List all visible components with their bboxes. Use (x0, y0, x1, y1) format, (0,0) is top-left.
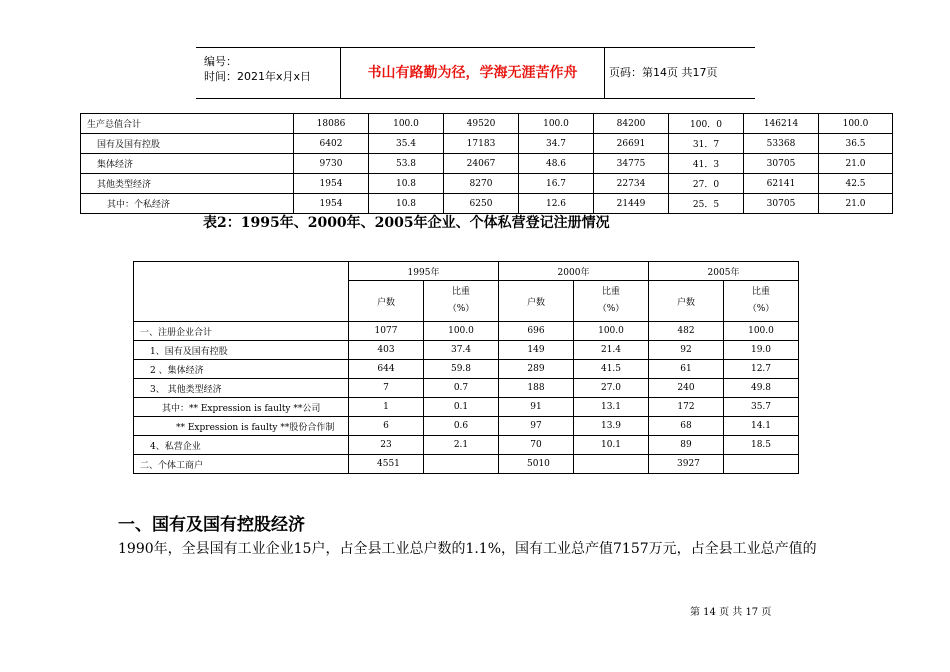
table-cell: 9730 (294, 154, 369, 174)
table-cell: 49520 (444, 114, 519, 134)
output-table (80, 113, 893, 214)
row-label: 生产总值合计 (81, 114, 294, 134)
table-cell: 188 (499, 379, 574, 398)
share-header (424, 281, 499, 322)
table-cell: 0.7 (424, 379, 499, 398)
table-cell: 25．5 (669, 194, 744, 214)
row-label: 1、国有及国有控股 (134, 341, 349, 360)
corner-cell (134, 262, 349, 322)
table-cell: 6402 (294, 134, 369, 154)
count-header: 户数 (499, 281, 574, 322)
section-paragraph: 1990年，全县国有工业企业15户，占全县工业总户数的1.1%，国有工业总产值7157万元，占全县工业总产值的 (118, 541, 817, 557)
time-label: 时间：2021年x月x日 (204, 70, 312, 83)
table-cell: 0.1 (424, 398, 499, 417)
table-cell: 5010 (499, 455, 574, 474)
row-label: 一、注册企业合计 (134, 322, 349, 341)
table-cell: 1 (349, 398, 424, 417)
table-cell: 30705 (744, 194, 819, 214)
table-cell: 1954 (294, 194, 369, 214)
table-row (134, 379, 799, 398)
table-cell: 41.5 (574, 360, 649, 379)
table-cell: 21.0 (819, 194, 893, 214)
table-cell: 403 (349, 341, 424, 360)
table-cell: 31．7 (669, 134, 744, 154)
table-cell: 22734 (594, 174, 669, 194)
table-cell: 4551 (349, 455, 424, 474)
table-cell: 100.0 (724, 322, 799, 341)
table-cell: 100.0 (424, 322, 499, 341)
table-cell: 49.8 (724, 379, 799, 398)
table-row (134, 341, 799, 360)
header-meta (196, 48, 341, 98)
table-cell: 289 (499, 360, 574, 379)
table-cell: 0.6 (424, 417, 499, 436)
table-cell: 10.8 (369, 194, 444, 214)
table-cell: 61 (649, 360, 724, 379)
table-row (81, 194, 893, 214)
share-label: 比重 (751, 287, 770, 297)
table-cell: 34775 (594, 154, 669, 174)
table-cell: 41．3 (669, 154, 744, 174)
table-cell: 53.8 (369, 154, 444, 174)
row-label: 其中：** Expression is faulty **公司 (134, 398, 349, 417)
table-cell: 34.7 (519, 134, 594, 154)
table-cell: 149 (499, 341, 574, 360)
table-cell: 6 (349, 417, 424, 436)
table-cell: 91 (499, 398, 574, 417)
table-row (81, 174, 893, 194)
row-label: 国有及国有控股 (81, 134, 294, 154)
table-cell: 100．0 (669, 114, 744, 134)
table-cell: 10.1 (574, 436, 649, 455)
table-cell: 59.8 (424, 360, 499, 379)
table-cell: 42.5 (819, 174, 893, 194)
share-unit: （%） (447, 304, 475, 314)
row-label: 4、私营企业 (134, 436, 349, 455)
table-cell: 3927 (649, 455, 724, 474)
table2-caption: 表2：1995年、2000年、2005年企业、个体私营登记注册情况 (203, 215, 610, 231)
page-footer: 第 14 页 共 17 页 (690, 607, 772, 618)
table-cell: 7 (349, 379, 424, 398)
row-label: 其他类型经济 (81, 174, 294, 194)
table-cell: 26691 (594, 134, 669, 154)
table-cell: 36.5 (819, 134, 893, 154)
table-cell: 19.0 (724, 341, 799, 360)
table-cell: 100.0 (819, 114, 893, 134)
table-cell: 100.0 (369, 114, 444, 134)
table-cell: 696 (499, 322, 574, 341)
table-cell: 62141 (744, 174, 819, 194)
table-cell: 53368 (744, 134, 819, 154)
table-cell: 48.6 (519, 154, 594, 174)
table-cell: 37.4 (424, 341, 499, 360)
table-cell (574, 455, 649, 474)
table-row (134, 417, 799, 436)
table-cell: 30705 (744, 154, 819, 174)
table-cell: 146214 (744, 114, 819, 134)
table-cell: 21.0 (819, 154, 893, 174)
table-row (134, 360, 799, 379)
row-label: 二、个体工商户 (134, 455, 349, 474)
table-cell: 482 (649, 322, 724, 341)
share-unit: （%） (597, 304, 625, 314)
registration-table (133, 261, 799, 474)
table-cell: 13.1 (574, 398, 649, 417)
share-label: 比重 (451, 287, 470, 297)
table-cell: 644 (349, 360, 424, 379)
header-page-info: 页码：第14页 共17页 (609, 66, 718, 79)
table-row (134, 398, 799, 417)
table-cell: 1077 (349, 322, 424, 341)
table-cell: 172 (649, 398, 724, 417)
table-cell: 6250 (444, 194, 519, 214)
table-cell: 23 (349, 436, 424, 455)
table-cell: 18.5 (724, 436, 799, 455)
row-label: ** Expression is faulty **股份合作制 (134, 417, 349, 436)
table-cell: 70 (499, 436, 574, 455)
table-row (81, 114, 893, 134)
year-2005: 2005年 (649, 262, 799, 281)
count-header: 户数 (649, 281, 724, 322)
table-cell: 97 (499, 417, 574, 436)
row-label: 集体经济 (81, 154, 294, 174)
table-cell: 68 (649, 417, 724, 436)
table-cell: 8270 (444, 174, 519, 194)
section-title: 一、国有及国有控股经济 (118, 515, 305, 535)
table-cell (724, 455, 799, 474)
table-cell: 21.4 (574, 341, 649, 360)
table-row (134, 455, 799, 474)
table-cell: 1954 (294, 174, 369, 194)
table-cell: 17183 (444, 134, 519, 154)
table-cell: 18086 (294, 114, 369, 134)
table-cell: 100.0 (574, 322, 649, 341)
table-cell: 24067 (444, 154, 519, 174)
table-cell: 12.6 (519, 194, 594, 214)
table-cell: 27．0 (669, 174, 744, 194)
table-cell: 89 (649, 436, 724, 455)
share-header (724, 281, 799, 322)
table-cell (424, 455, 499, 474)
table-row (134, 322, 799, 341)
table-cell: 240 (649, 379, 724, 398)
table-cell: 13.9 (574, 417, 649, 436)
table-cell: 10.8 (369, 174, 444, 194)
table-cell: 12.7 (724, 360, 799, 379)
table-cell: 84200 (594, 114, 669, 134)
table-row (134, 436, 799, 455)
table-row (81, 134, 893, 154)
table-cell: 14.1 (724, 417, 799, 436)
header-motto: 书山有路勤为径，学海无涯苦作舟 (341, 48, 605, 98)
row-label: 2 、集体经济 (134, 360, 349, 379)
table-cell: 100.0 (519, 114, 594, 134)
table-cell: 2.1 (424, 436, 499, 455)
table-row (81, 154, 893, 174)
share-label: 比重 (601, 287, 620, 297)
table-cell: 35.7 (724, 398, 799, 417)
number-label: 编号： (204, 55, 237, 68)
page-header (196, 47, 755, 99)
row-label: 3、 其他类型经济 (134, 379, 349, 398)
table-cell: 27.0 (574, 379, 649, 398)
share-unit: （%） (747, 304, 775, 314)
table-cell: 16.7 (519, 174, 594, 194)
year-2000: 2000年 (499, 262, 649, 281)
table-cell: 92 (649, 341, 724, 360)
share-header (574, 281, 649, 322)
year-1995: 1995年 (349, 262, 499, 281)
count-header: 户数 (349, 281, 424, 322)
year-header-row (134, 262, 799, 281)
row-label: 其中：个私经济 (81, 194, 294, 214)
table-cell: 35.4 (369, 134, 444, 154)
table-cell: 21449 (594, 194, 669, 214)
